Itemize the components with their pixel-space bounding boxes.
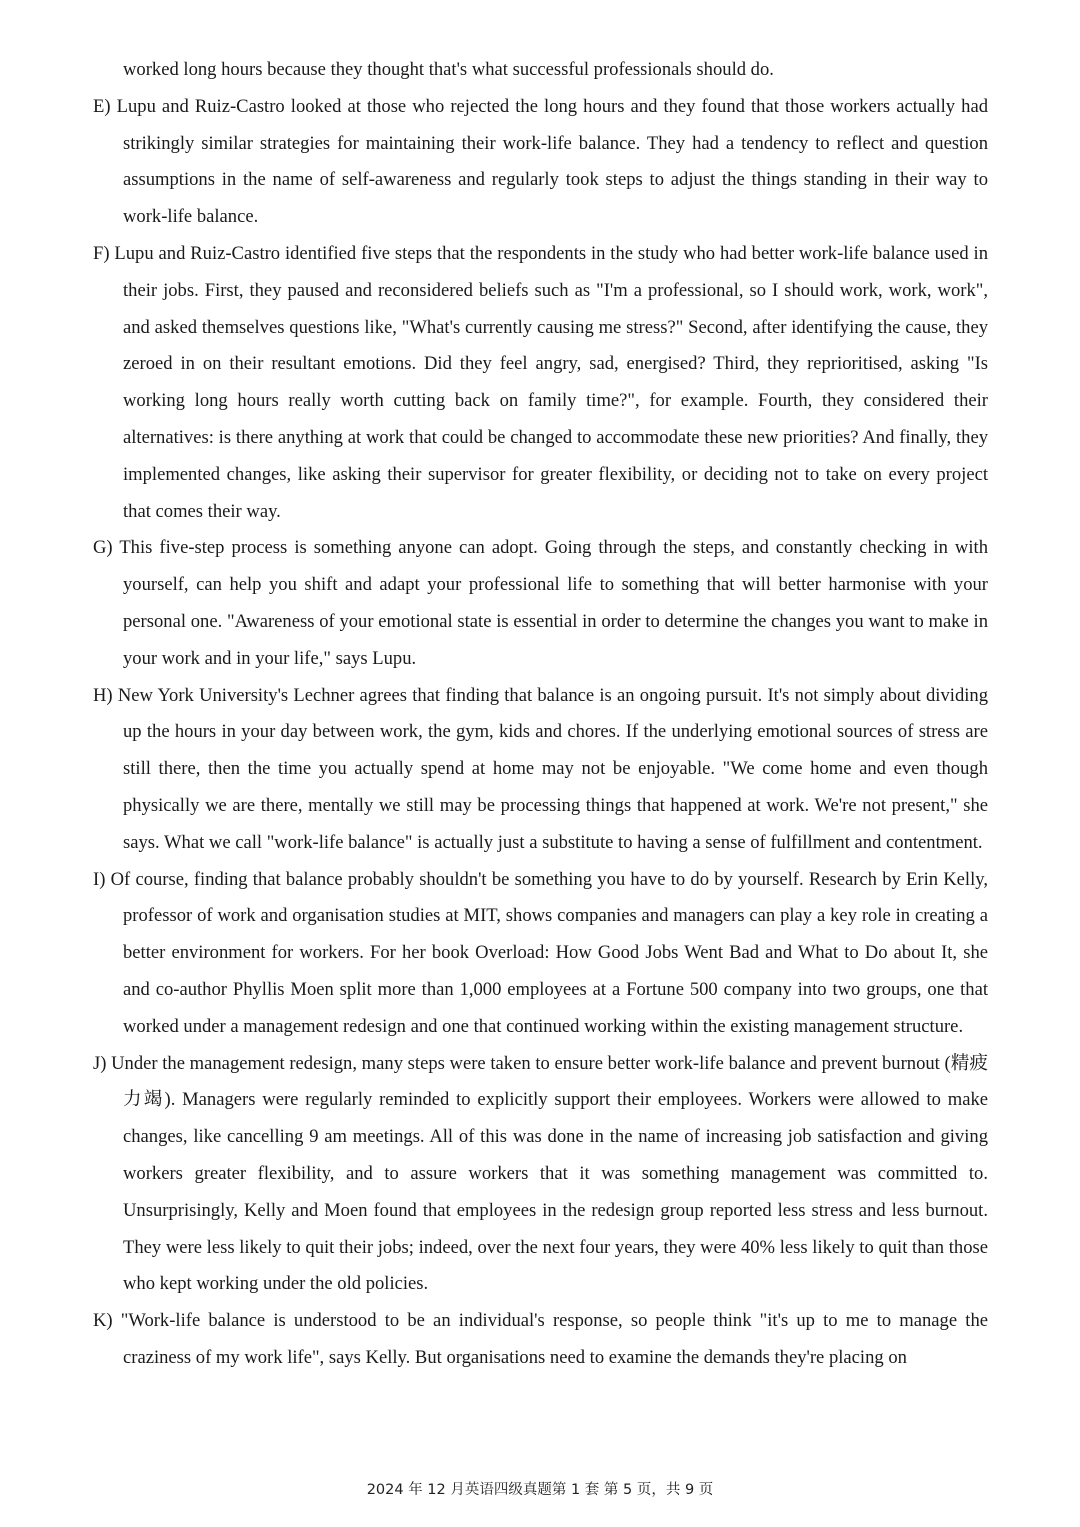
paragraph-k: K) "Work-life balance is understood to be an individual's response, so people think "it's up to me to manage the craziness of my work life", says Kelly. But organisations need to examine the demands they're placing on xyxy=(93,1310,988,1368)
paragraph-f: F) Lupu and Ruiz-Castro identified five steps that the respondents in the study who had better work-life balance used in their jobs. First, they paused and reconsidered beliefs such as "I'm a professional, so I should work, work, work", and asked themselves questions like, "What's currently causing me stress?" Second, after identifying the cause, they zeroed in on their resultant emotions. Did they feel angry, sad, energised? Third, they reprioritised, asking "Is working long hours really worth cutting back on family time?", for example. Fourth, they considered their alternatives: is there anything at work that could be changed to accommodate these new priorities? And finally, they implemented changes, like asking their supervisor for greater flexibility, or deciding not to take on every project that comes their way. xyxy=(93,242,988,522)
paragraph-g: G) This five-step process is something anyone can adopt. Going through the steps, and constantly checking in with yourself, can help you shift and adapt your professional life to something that will better harmonise with your personal one. "Awareness of your emotional state is essential in order to determine the changes you want to make in your work and in your life," says Lupu. xyxy=(93,537,988,669)
paragraph-continued: worked long hours because they thought that's what successful professionals should do. xyxy=(123,59,774,80)
article-body xyxy=(93,52,988,1377)
page-footer: 2024 年 12 月英语四级真题第 1 套 第 5 页，共 9 页 xyxy=(366,1482,714,1498)
paragraph-h: H) New York University's Lechner agrees that finding that balance is an ongoing pursuit. It's not simply about dividing up the hours in your day between work, the gym, kids and chores. If the underlying emotional sources of stress are still there, then the time you actually spend at home may not be enjoyable. "We come home and even though physically we are there, mentally we still may be processing things that happened at work. We're not present," she says. What we call "work-life balance" is actually just a substitute to having a sense of fulfillment and contentment. xyxy=(93,684,988,853)
paragraph-e: E) Lupu and Ruiz-Castro looked at those who rejected the long hours and they found that those workers actually had strikingly similar strategies for maintaining their work-life balance. They had a tendency to reflect and question assumptions in the name of self-awareness and regularly took steps to adjust the things standing in their way to work-life balance. xyxy=(93,95,988,228)
paragraph-j: J) Under the management redesign, many steps were taken to ensure better work-life balance and prevent burnout (精疲力竭). Managers were regularly reminded to explicitly support their employees. Workers were allowed to make changes, like cancelling 9 am meetings. All of this was done in the name of increasing job satisfaction and giving workers greater flexibility, and to assure workers that it was something management was committed to. Unsurprisingly, Kelly and Moen found that employees in the redesign group reported less stress and less burnout. They were less likely to quit their jobs; indeed, over the next four years, they were 40% less likely to quit than those who kept working under the old policies. xyxy=(93,1052,988,1295)
paragraph-i: I) Of course, finding that balance probably shouldn't be something you have to do by yourself. Research by Erin Kelly, professor of work and organisation studies at MIT, shows companies and managers can play a key role in creating a better environment for workers. For her book Overload: How Good Jobs Went Bad and What to Do about It, she and co-author Phyllis Moen split more than 1,000 employees at a Fortune 500 company into two groups, one that worked under a management redesign and one that continued working within the existing management structure. xyxy=(93,868,988,1037)
